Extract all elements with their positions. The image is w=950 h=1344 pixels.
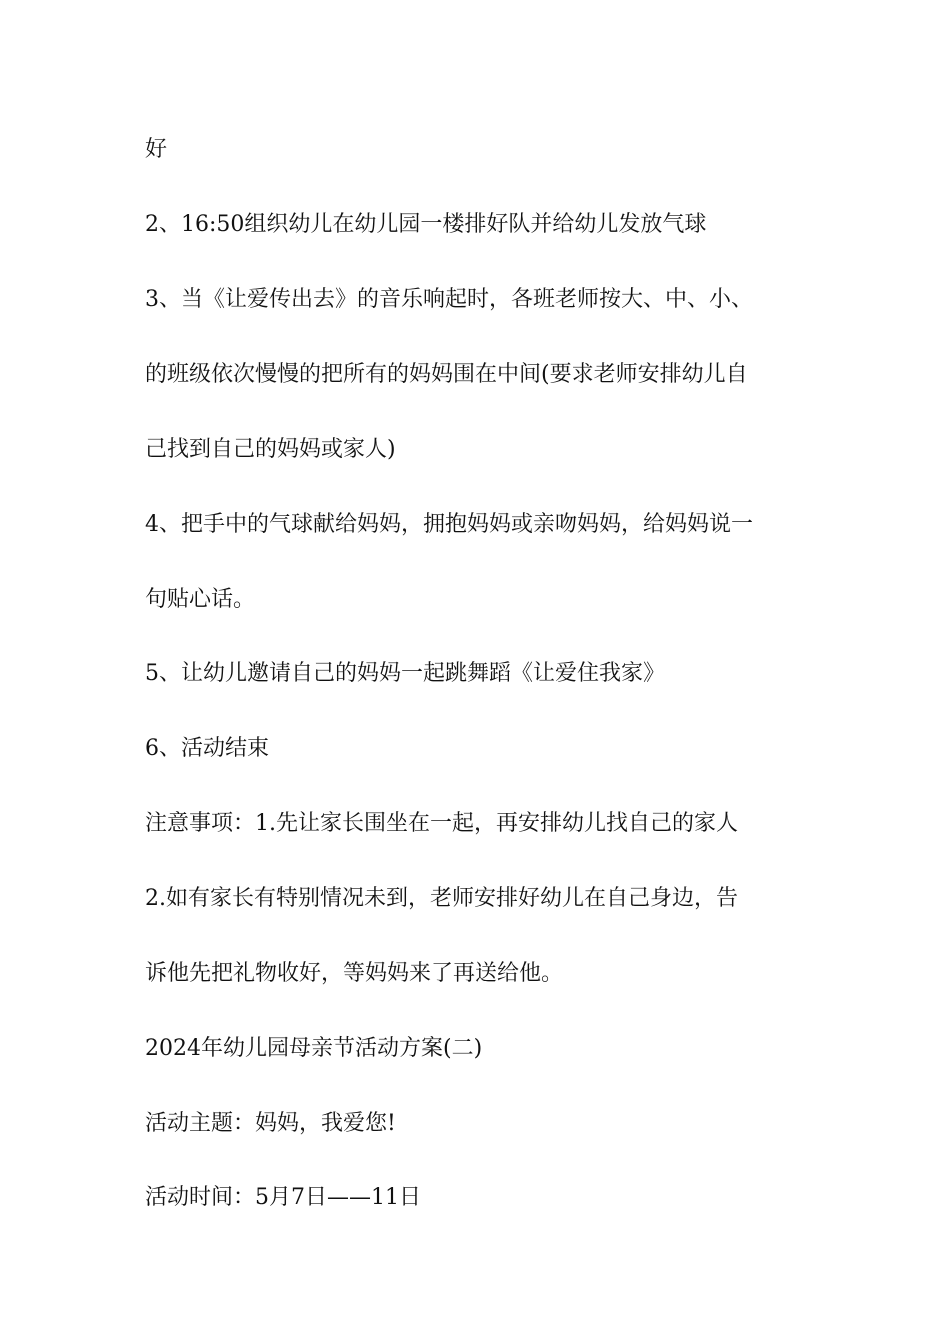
text-line-11: 2.如有家长有特别情况未到，老师安排好幼儿在自己身边，告 <box>145 886 738 911</box>
section-title: 2024年幼儿园母亲节活动方案(二) <box>145 1036 483 1061</box>
text-line-10: 注意事项：1.先让家长围坐在一起，再安排幼儿找自己的家人 <box>145 811 738 836</box>
text-line-4: 的班级依次慢慢的把所有的妈妈围在中间(要求老师安排幼儿自 <box>145 362 748 387</box>
text-line-2: 2、16:50组织幼儿在幼儿园一楼排好队并给幼儿发放气球 <box>145 212 707 237</box>
text-line-12: 诉他先把礼物收好，等妈妈来了再送给他。 <box>145 961 564 986</box>
text-line-8: 5、让幼儿邀请自己的妈妈一起跳舞蹈《让爱住我家》 <box>145 661 665 686</box>
text-line-6: 4、把手中的气球献给妈妈，拥抱妈妈或亲吻妈妈，给妈妈说一 <box>145 512 753 537</box>
text-line-9: 6、活动结束 <box>145 736 269 761</box>
text-line-14: 活动主题：妈妈，我爱您! <box>145 1111 396 1136</box>
text-line-7: 句贴心话。 <box>145 587 256 612</box>
text-line-15: 活动时间：5月7日——11日 <box>145 1185 421 1210</box>
text-line-5: 己找到自己的妈妈或家人) <box>145 437 396 462</box>
text-line-3: 3、当《让爱传出去》的音乐响起时，各班老师按大、中、小、 <box>145 287 753 312</box>
text-line-1: 好 <box>145 137 168 162</box>
